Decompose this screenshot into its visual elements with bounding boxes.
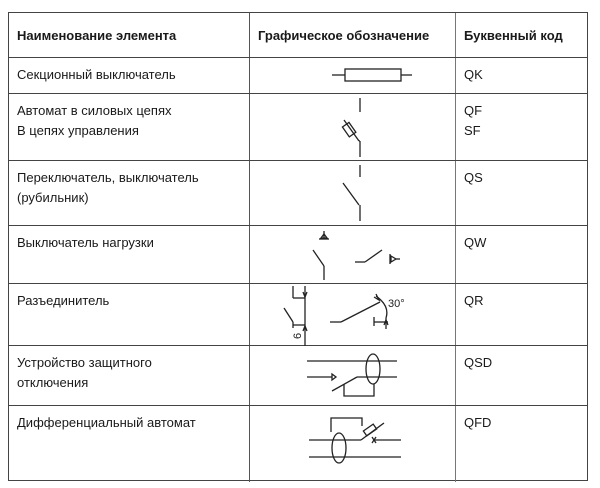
symbols-table	[8, 12, 588, 481]
header-name: Наименование элемента	[9, 13, 250, 57]
angle-label: 30°	[388, 298, 405, 310]
letter-code: QS	[464, 170, 483, 185]
circuit-breaker-icon	[250, 94, 456, 161]
table-row	[9, 58, 587, 94]
load-switch-icon	[250, 226, 456, 284]
element-name: Разъединитель	[17, 293, 110, 308]
element-name-line2: В цепях управления	[17, 123, 139, 138]
letter-code: QF	[464, 103, 483, 118]
header-code: Буквенный код	[464, 28, 563, 43]
letter-code: QK	[464, 67, 483, 82]
element-name: Переключатель, выключатель	[17, 170, 199, 185]
element-name: Автомат в силовых цепях	[17, 103, 172, 118]
table-row	[9, 406, 587, 482]
element-name: Выключатель нагрузки	[17, 235, 154, 250]
element-name-line2: отключения	[17, 375, 89, 390]
rcbo-icon	[250, 406, 456, 482]
element-name: Устройство защитного	[17, 355, 152, 370]
letter-code: QFD	[464, 415, 492, 430]
header-symbol: Графическое обозначение	[250, 13, 456, 57]
table-row	[9, 346, 587, 406]
table-header-row	[9, 13, 587, 58]
table-row	[9, 161, 587, 226]
table-row	[9, 94, 587, 161]
element-name-line2: (рубильник)	[17, 190, 89, 205]
switch-icon	[250, 161, 456, 226]
letter-code: QR	[464, 293, 484, 308]
table-row	[9, 284, 587, 346]
disconnector-icon	[250, 284, 456, 346]
letter-code-2: SF	[464, 123, 481, 138]
letter-code: QW	[464, 235, 487, 250]
table-row	[9, 226, 587, 284]
sectional-switch-icon	[250, 58, 456, 94]
element-name: Секционный выключатель	[17, 67, 176, 82]
dimension-label: 6	[292, 332, 304, 339]
rcd-icon	[250, 346, 456, 406]
letter-code: QSD	[464, 355, 493, 370]
element-name: Дифференциальный автомат	[17, 415, 196, 430]
